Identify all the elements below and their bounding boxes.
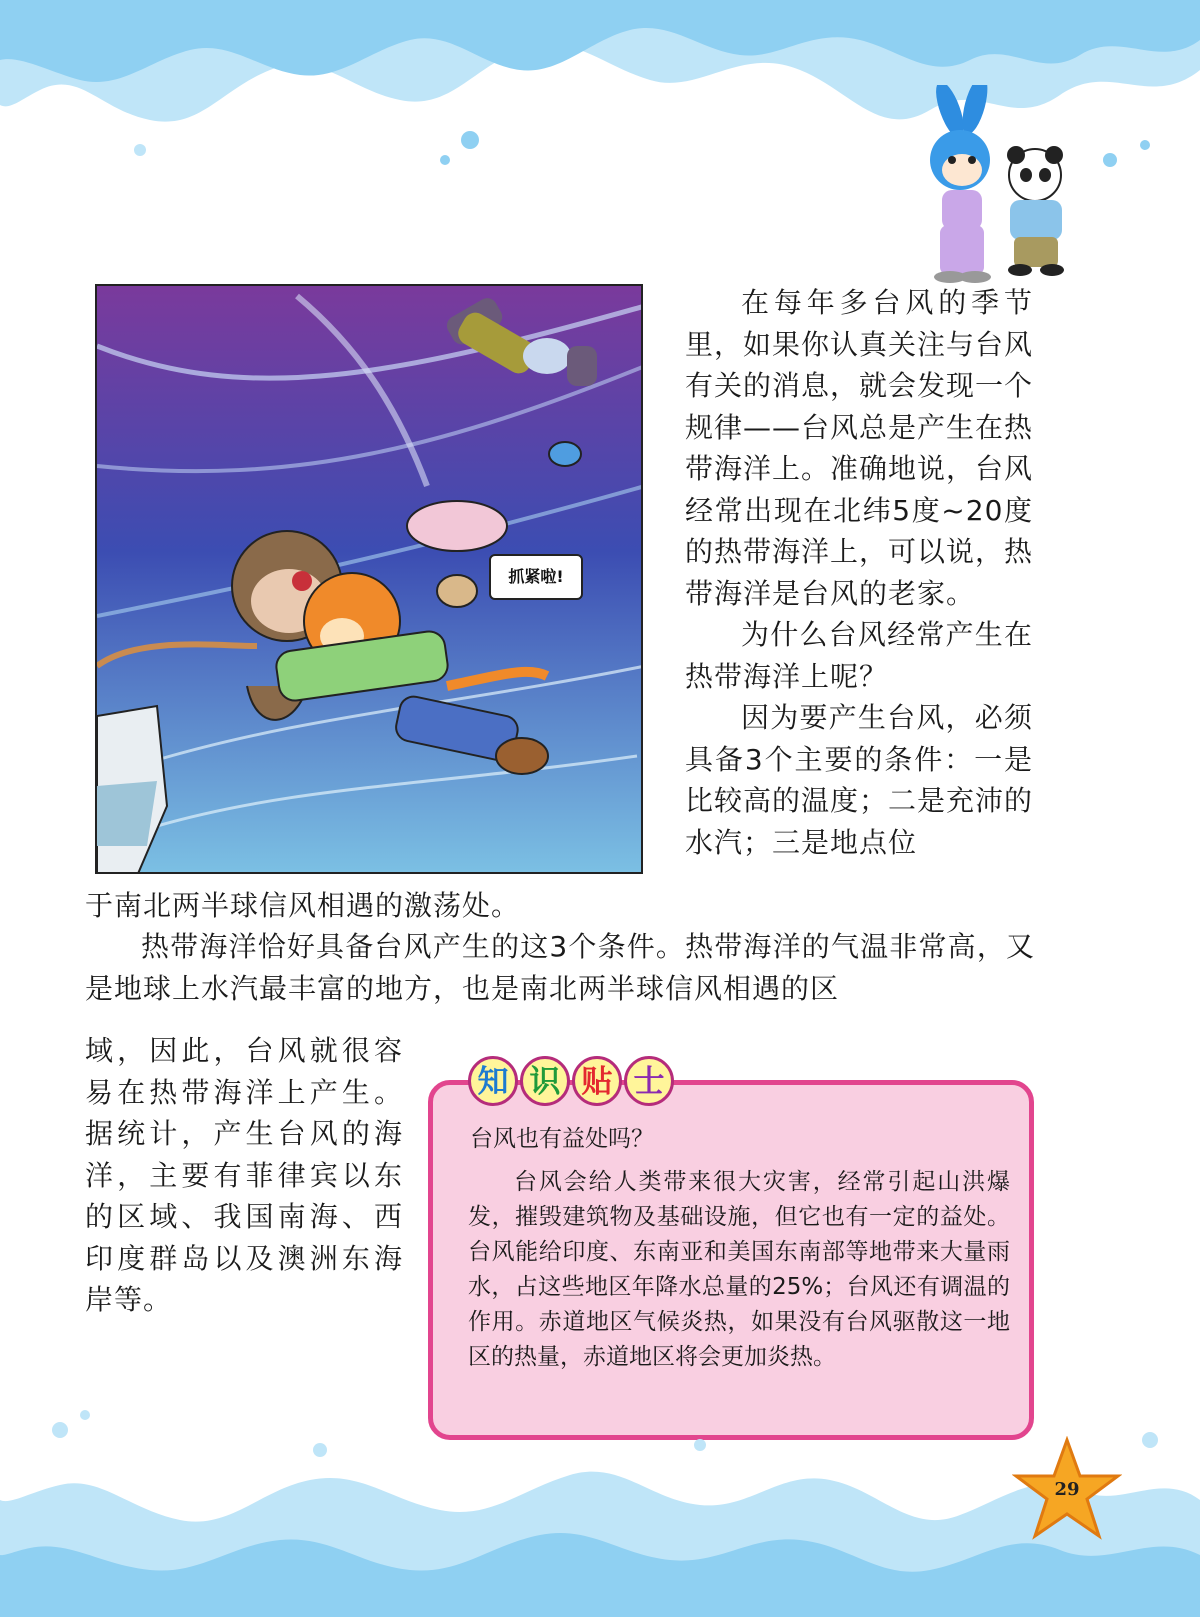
comic-panel bbox=[95, 284, 643, 874]
page-number: 29 bbox=[1054, 1479, 1080, 1500]
tip-title-char: 识 bbox=[520, 1056, 570, 1106]
paragraph-conditions: 因为要产生台风，必须具备3个主要的条件：一是比较高的温度；二是充沛的水汽；三是地点位 bbox=[685, 701, 1034, 859]
tip-title-char: 贴 bbox=[572, 1056, 622, 1106]
tip-title-char: 士 bbox=[624, 1056, 674, 1106]
right-text-column bbox=[685, 282, 1033, 863]
tip-question: 台风也有益处吗？ bbox=[470, 1126, 654, 1152]
tip-title bbox=[468, 1056, 676, 1112]
tip-body: 台风会给人类带来很大灾害，经常引起山洪爆发，摧毁建筑物及基础设施，但它也有一定的益处。台风能给印度、东南亚和美国东南部等地带来大量雨水，占这些地区年降水总量的25%；台风还有调温的作用。赤道地区气候炎热，如果没有台风驱散这一地区的热量，赤道地区将会更加炎热。 bbox=[468, 1169, 1010, 1370]
mascot-characters bbox=[880, 85, 1170, 285]
paragraph-conditions-continued: 于南北两半球信风相遇的激荡处。 bbox=[85, 889, 521, 922]
paragraph-question: 为什么台风经常产生在热带海洋上呢？ bbox=[685, 618, 1033, 693]
paragraph-tropical-ocean: 热带海洋恰好具备台风产生的这3个条件。热带海洋的气温非常高，又是地球上水汽最丰富的地方，也是南北两半球信风相遇的区 bbox=[85, 930, 1035, 1005]
speech-bubble: 抓紧啦! bbox=[489, 554, 583, 600]
tip-title-char: 知 bbox=[468, 1056, 518, 1106]
paragraph-typhoon-regions: 域，因此，台风就很容易在热带海洋上产生。据统计，产生台风的海洋，主要有菲律宾以东的区域、我国南海、西印度群岛以及澳洲东海岸等。 bbox=[85, 1034, 403, 1316]
paragraph-intro: 在每年多台风的季节里，如果你认真关注与台风有关的消息，就会发现一个规律——台风总是产生在热带海洋上。准确地说，台风经常出现在北纬5度~20度的热带海洋上，可以说，热带海洋是台风的老家。 bbox=[685, 286, 1034, 610]
